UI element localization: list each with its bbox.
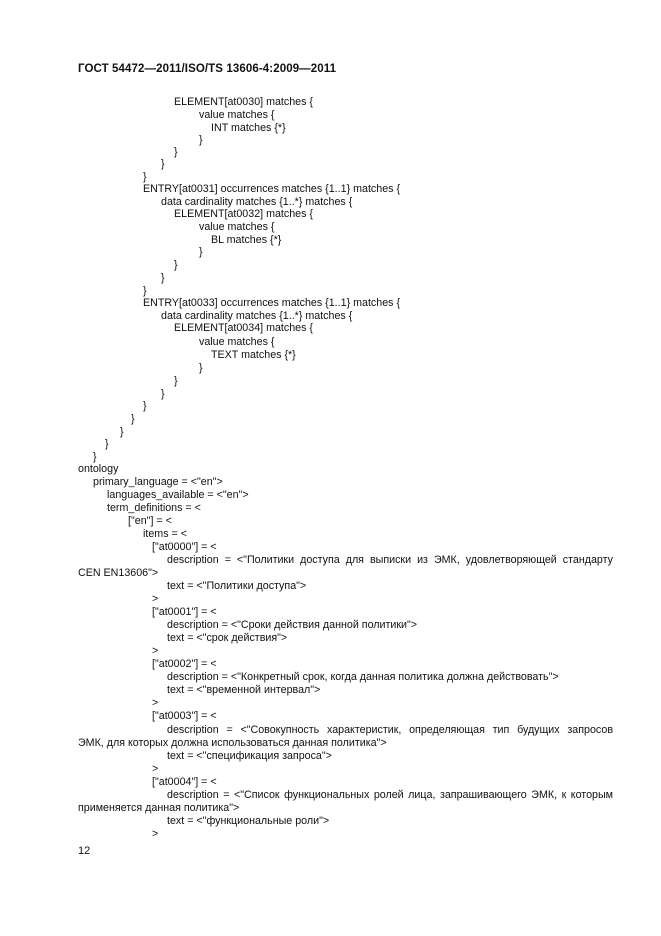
code-line: }: [199, 362, 203, 374]
page-number: 12: [78, 845, 91, 857]
code-line: }: [199, 246, 203, 258]
code-line: text = <"срок действия">: [167, 632, 288, 644]
code-line: }: [93, 451, 97, 463]
code-line: }: [161, 158, 165, 170]
code-line: }: [105, 438, 109, 450]
code-line: term_definitions = <: [107, 502, 201, 514]
code-line: ["at0000"] = <: [152, 541, 217, 553]
code-line: CEN EN13606">: [78, 567, 159, 579]
code-line: data cardinality matches {1..*} matches {: [161, 196, 353, 208]
code-line: description = <"Конкретный срок, когда данная политика должна действовать">: [167, 671, 559, 683]
code-line: languages_available = <"en">: [107, 489, 249, 501]
code-line: ELEMENT[at0030] matches {: [174, 96, 314, 108]
code-line: primary_language = <"en">: [93, 476, 223, 488]
code-line: >: [152, 593, 159, 605]
code-line: ЭМК, для которых должна использоваться данная политика">: [78, 737, 387, 749]
code-line: ["at0004"] = <: [152, 776, 217, 788]
code-line: }: [120, 426, 124, 438]
code-line: description = <"Список функциональных ролей лица, запрашивающего ЭМК, к которым: [167, 789, 613, 801]
code-line: description = <"Политики доступа для выписки из ЭМК, удовлетворяющей стандарту: [167, 554, 613, 566]
code-line: }: [161, 388, 165, 400]
code-line: ["en"] = <: [128, 515, 172, 527]
code-line: }: [143, 400, 147, 412]
code-line: }: [143, 171, 147, 183]
code-line: >: [152, 763, 159, 775]
code-line: BL matches {*}: [211, 234, 282, 246]
code-line: >: [152, 828, 159, 840]
code-line: INT matches {*}: [211, 122, 286, 134]
document-header: ГОСТ 54472—2011/ISO/TS 13606-4:2009—2011: [78, 63, 337, 75]
code-line: ["at0003"] = <: [152, 710, 217, 722]
code-line: ENTRY[at0033] occurrences matches {1..1} matches {: [143, 297, 401, 309]
code-line: text = <"временной интервал">: [167, 684, 321, 696]
code-line: ["at0001"] = <: [152, 606, 217, 618]
code-line: data cardinality matches {1..*} matches {: [161, 310, 353, 322]
code-line: ELEMENT[at0032] matches {: [174, 208, 314, 220]
code-line: value matches {: [199, 221, 275, 233]
code-line: ELEMENT[at0034] matches {: [174, 322, 314, 334]
code-line: }: [131, 413, 135, 425]
code-line: ontology: [78, 463, 119, 475]
code-line: >: [152, 697, 159, 709]
code-line: }: [174, 259, 178, 271]
code-line: применяется данная политика">: [78, 802, 240, 814]
code-line: }: [143, 285, 147, 297]
code-line: value matches {: [199, 109, 275, 121]
code-line: text = <"спецификация запроса">: [167, 750, 332, 762]
code-line: text = <"Политики доступа">: [167, 580, 307, 592]
code-line: ENTRY[at0031] occurrences matches {1..1} matches {: [143, 183, 401, 195]
code-line: description = <"Совокупность характеристик, определяющая тип будущих запросов: [167, 724, 613, 736]
code-line: TEXT matches {*}: [211, 349, 296, 361]
code-line: >: [152, 645, 159, 657]
code-line: text = <"функциональные роли">: [167, 815, 330, 827]
code-line: items = <: [143, 528, 187, 540]
code-line: }: [174, 375, 178, 387]
code-line: }: [199, 134, 203, 146]
code-line: }: [161, 272, 165, 284]
code-line: }: [174, 146, 178, 158]
code-line: value matches {: [199, 336, 275, 348]
code-line: ["at0002"] = <: [152, 658, 217, 670]
code-line: description = <"Сроки действия данной политики">: [167, 619, 418, 631]
